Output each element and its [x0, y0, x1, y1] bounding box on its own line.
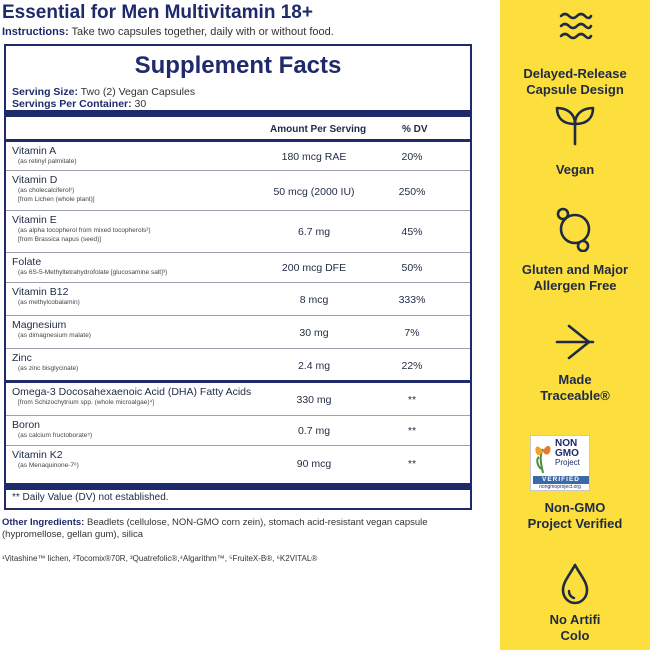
nutrient-source: (as Menaquinone-7⁶): [18, 462, 79, 469]
nutrient-dv: 333%: [398, 294, 426, 306]
droplet-icon: [551, 560, 599, 608]
thick-divider: [6, 483, 470, 490]
nutrient-name: Zinc: [12, 352, 32, 364]
table-row: [6, 211, 470, 253]
feature-label-line1: No Artifi: [549, 612, 601, 627]
feature-label: [500, 262, 650, 294]
instructions-text: Take two capsules together, daily with or without food.: [68, 26, 334, 38]
dv-footnote: ** Daily Value (DV) not established.: [12, 492, 169, 503]
nutrient-name: Vitamin D: [12, 174, 58, 186]
nutrient-dv: 22%: [401, 360, 423, 372]
badge-verified: VERIFIED: [533, 476, 589, 484]
other-ingredients: [2, 517, 472, 541]
nutrient-source-detail: [from Brassica napus (seed)]: [18, 236, 102, 243]
feature-label: [500, 66, 650, 98]
nutrient-amount: 330 mg: [296, 394, 332, 406]
nutrient-dv: 250%: [398, 186, 426, 198]
nutrient-source: (as 6S-5-Methyltetrahydrofolate [glucosamine salt]³): [18, 269, 168, 276]
feature-label-line2: Colo: [560, 628, 590, 643]
nutrient-amount: 180 mcg RAE: [281, 151, 347, 163]
nutrient-name: Folate: [12, 256, 42, 268]
nutrient-amount: 90 mcg: [296, 458, 332, 470]
nutrient-source: (as retinyl palmitate): [18, 158, 77, 165]
feature-label: [500, 500, 650, 532]
table-row: [6, 446, 470, 483]
nutrient-name: Vitamin A: [12, 145, 57, 157]
nutrient-amount: 8 mcg: [299, 294, 329, 306]
nutrient-dv: **: [407, 394, 417, 406]
serving-size-label: Serving Size:: [12, 86, 78, 98]
serving-size-value: Two (2) Vegan Capsules: [77, 86, 196, 98]
servings-label: Servings Per Container:: [12, 98, 132, 110]
arrow-right-icon: [551, 318, 599, 366]
nutrient-name: Magnesium: [12, 319, 67, 331]
instructions-label: Instructions:: [2, 26, 69, 38]
serving-info: [12, 86, 195, 110]
nutrient-source: (as cholecalciferol¹): [18, 187, 75, 194]
features-sidebar: [500, 0, 650, 650]
molecule-icon: [551, 204, 599, 252]
feature-label-line2: Capsule Design: [526, 82, 624, 97]
waves-icon: [551, 4, 599, 52]
nutrient-amount: 200 mcg DFE: [281, 262, 347, 274]
feature-label-line1: Delayed-Release: [523, 66, 627, 81]
nutrient-name: Boron: [12, 419, 41, 431]
table-row: [6, 253, 470, 283]
butterfly-icon: [533, 439, 553, 475]
nutrient-dv: 45%: [401, 226, 423, 238]
feature-label-line1: Gluten and Major: [521, 262, 629, 277]
nutrient-source: [from Schizochytrium spp. (whole microalgae)⁴]: [18, 399, 155, 406]
nutrient-dv: 20%: [401, 151, 423, 163]
table-row: [6, 283, 470, 316]
table-row: [6, 171, 470, 211]
table-row: [6, 316, 470, 349]
nutrient-source-detail: [from Lichen (whole plant)]: [18, 196, 95, 203]
nutrient-amount: 30 mg: [299, 327, 329, 339]
badge-project: Project: [555, 458, 580, 467]
badge-line2: GMO: [555, 448, 579, 459]
non-gmo-badge: [530, 435, 590, 491]
instructions: [2, 26, 334, 38]
badge-site: nongmoproject.org: [539, 484, 581, 490]
feature-label-line1: Non-GMO: [544, 500, 606, 515]
nutrient-dv: **: [407, 458, 417, 470]
nutrient-source: (as methylcobalamin): [18, 299, 80, 306]
nutrient-amount: 2.4 mg: [297, 360, 331, 372]
supplement-facts-title: Supplement Facts: [134, 52, 342, 79]
nutrient-source: (as dimagnesium malate): [18, 332, 91, 339]
table-row: [6, 416, 470, 446]
sprout-icon: [551, 100, 599, 148]
other-ingredients-text: Beadlets (cellulose, NON-GMO corn zein), stomach acid-resistant vegan capsule (hypromellose, gellan gum), silica: [2, 517, 428, 540]
other-ingredients-label: Other Ingredients:: [2, 517, 85, 528]
supplement-facts-panel: [4, 44, 472, 510]
feature-label: [500, 612, 650, 644]
product-title: Essential for Men Multivitamin 18+: [2, 2, 313, 23]
table-row: [6, 383, 470, 416]
nutrient-amount: 0.7 mg: [297, 425, 331, 437]
nutrient-dv: 50%: [401, 262, 423, 274]
nutrient-amount: 6.7 mg: [297, 226, 331, 238]
nutrient-name: Vitamin K2: [12, 449, 63, 461]
servings-value: 30: [131, 98, 147, 110]
nutrient-name: Vitamin B12: [12, 286, 69, 298]
thick-divider: [6, 110, 470, 117]
trademark-notes: ¹Vitashine™ lichen, ²Tocomix®70R, ³Quatrefolic®,⁴Algarithm™, ⁵FruiteX-B®, ⁶K2VITAL®: [2, 554, 318, 563]
feature-label: [500, 372, 650, 404]
column-header-amount: Amount Per Serving: [270, 124, 367, 135]
nutrient-source: (as zinc bisglycinate): [18, 365, 79, 372]
nutrient-name: Omega-3 Docosahexaenoic Acid (DHA) Fatty Acids: [12, 386, 252, 398]
feature-label-line2: Traceable®: [540, 388, 610, 403]
nutrient-source: (as calcium fructoborate⁵): [18, 432, 93, 439]
feature-label-line1: Made: [558, 372, 592, 387]
feature-label: Vegan: [555, 162, 595, 177]
badge-line1: NON: [555, 438, 578, 449]
badge-text: [555, 439, 579, 459]
table-row: [6, 142, 470, 171]
nutrient-source: (as alpha tocopherol from mixed tocopherols²): [18, 227, 151, 234]
feature-label-line2: Allergen Free: [533, 278, 617, 293]
nutrient-amount: 50 mcg (2000 IU): [273, 186, 355, 198]
nutrient-dv: **: [407, 425, 417, 437]
table-row: [6, 349, 470, 380]
feature-label-line2: Project Verified: [527, 516, 623, 531]
column-header-dv: % DV: [402, 124, 428, 135]
nutrient-name: Vitamin E: [12, 214, 57, 226]
nutrient-dv: 7%: [404, 327, 420, 339]
